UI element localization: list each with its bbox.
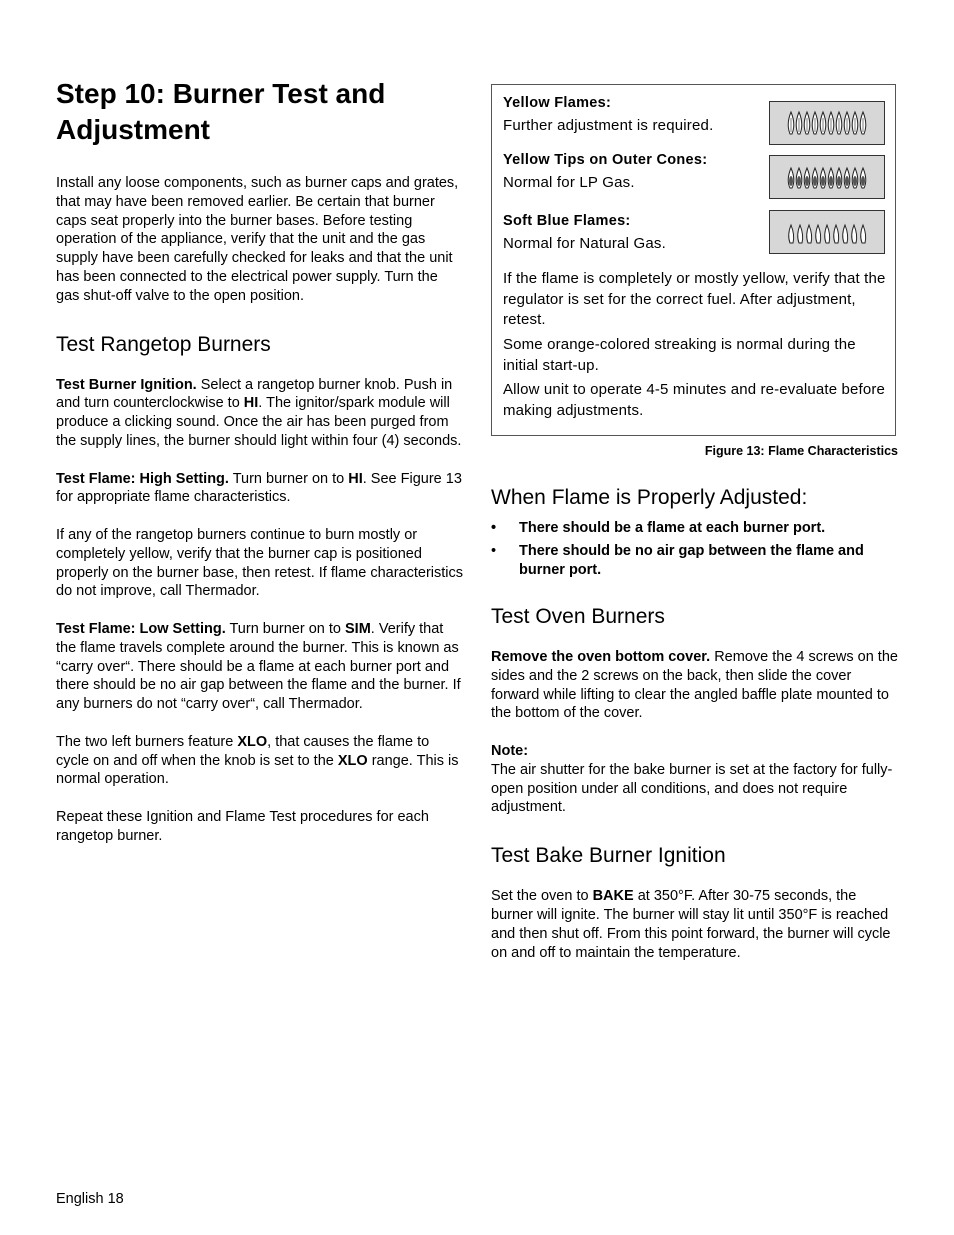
bake-text-1: Set the oven to bbox=[491, 888, 593, 905]
oven-heading: Test Oven Burners bbox=[491, 605, 665, 628]
adjusted-heading: When Flame is Properly Adjusted: bbox=[491, 486, 808, 509]
bullet-text: There should be no air gap between the flame and burner port. bbox=[519, 543, 864, 578]
figure-row-title: Soft Blue Flames: bbox=[503, 213, 631, 229]
figure-note-streaking: Some orange-colored streaking is normal during the initial start-up. bbox=[503, 336, 856, 374]
high-text-2: . See Figure 13 for appropriate flame characteristics. bbox=[56, 470, 462, 506]
high-text-1: Turn burner on to bbox=[228, 470, 349, 487]
figure-row-desc: Normal for LP Gas. bbox=[503, 174, 635, 191]
figure-row-desc: Normal for Natural Gas. bbox=[503, 235, 666, 252]
flame-icon bbox=[770, 211, 884, 253]
cover-paragraph bbox=[491, 648, 898, 723]
bake-paragraph bbox=[491, 887, 898, 962]
high-lead: Test Flame: High Setting. bbox=[56, 470, 229, 487]
figure-row-desc: Further adjustment is required. bbox=[503, 117, 714, 134]
xlo-bold-2: XLO bbox=[337, 752, 368, 769]
list-item bbox=[491, 519, 898, 538]
figure-row-yellow bbox=[503, 94, 763, 137]
page-footer: English 18 bbox=[56, 1191, 124, 1207]
ignition-paragraph bbox=[56, 376, 464, 451]
figure-caption: Figure 13: Flame Characteristics bbox=[704, 444, 898, 458]
high-setting-paragraph bbox=[56, 470, 464, 508]
intro-paragraph: Install any loose components, such as burner caps and grates, that may have been removed earlier. Be certain that burner caps seat properly into the burner bases. Before testing operation of the appliance, verify that the unit and the gas supply have been carefully checked for leaks and that the unit has been connected to the electrical power supply. Turn the gas shut-off valve to the open position. bbox=[56, 175, 459, 304]
figure-row-yellow-tips bbox=[503, 151, 763, 194]
yellow-paragraph: If any of the rangetop burners continue to burn mostly or completely yellow, verify that the burner cap is positioned properly on the burner base, then retest. If flame characteristics do not improve, call Thermador. bbox=[56, 526, 464, 600]
ignition-text-1: Select a rangetop burner knob. Push in and turn counterclockwise to bbox=[56, 376, 453, 412]
blue-flames-image bbox=[769, 210, 885, 254]
bullet-text: There should be a flame at each burner port. bbox=[519, 520, 826, 536]
high-hi: HI bbox=[348, 470, 363, 487]
figure-note-operate: Allow unit to operate 4-5 minutes and re-evaluate before making adjustments. bbox=[503, 381, 885, 419]
flame-characteristics-figure bbox=[491, 84, 896, 436]
figure-note-regulator: If the flame is completely or mostly yellow, verify that the regulator is set for the correct fuel. After adjustment, retest. bbox=[503, 270, 886, 328]
figure-row-title: Yellow Flames: bbox=[503, 95, 612, 111]
low-lead: Test Flame: Low Setting. bbox=[56, 620, 226, 637]
low-text-1: Turn burner on to bbox=[225, 620, 346, 637]
figure-row-title: Yellow Tips on Outer Cones: bbox=[503, 152, 708, 168]
xlo-text-3: range. This is normal operation. bbox=[56, 752, 459, 788]
adjusted-bullet-list bbox=[491, 519, 898, 580]
xlo-text-2: , that causes the flame to cycle on and off when the knob is set to the bbox=[56, 733, 430, 769]
note-label: Note: bbox=[491, 742, 529, 759]
yellow-flames-image bbox=[769, 101, 885, 145]
left-column bbox=[56, 76, 464, 864]
cover-lead: Remove the oven bottom cover. bbox=[491, 649, 711, 665]
xlo-bold-1: XLO bbox=[237, 733, 268, 750]
ignition-hi: HI bbox=[243, 395, 259, 412]
bake-heading: Test Bake Burner Ignition bbox=[491, 844, 726, 868]
page-title: Step 10: Burner Test and Adjustment bbox=[56, 78, 386, 145]
bake-text-2: at 350°F. After 30-75 seconds, the burner will ignite. The burner will stay lit until 350°F is reached and then shut off. From this point forward, the burner will cycle on and off to maintain the temperature. bbox=[491, 888, 891, 961]
xlo-paragraph bbox=[56, 733, 464, 789]
bake-bold: BAKE bbox=[592, 888, 634, 905]
note-paragraph bbox=[491, 742, 898, 817]
list-item bbox=[491, 542, 898, 580]
bullet-mark: • bbox=[491, 543, 497, 559]
flame-icon bbox=[770, 102, 884, 144]
ignition-text-2: . The ignitor/spark module will produce a clicking sound. Once the air has been purged from the supply lines, the burner should light within four (4) seconds. bbox=[56, 395, 462, 449]
right-column bbox=[491, 84, 898, 981]
low-setting-paragraph bbox=[56, 620, 464, 714]
low-sim: SIM bbox=[345, 620, 371, 637]
ignition-lead: Test Burner Ignition. bbox=[56, 376, 197, 393]
rangetop-heading: Test Rangetop Burners bbox=[56, 332, 271, 356]
bullet-mark: • bbox=[491, 520, 497, 536]
cover-text: Remove the 4 screws on the sides and the 2 screws on the back, then slide the cover forward while lifting to clear the angled baffle plate mounted to the bottom of the cover. bbox=[491, 649, 898, 722]
yellow-tips-image bbox=[769, 155, 885, 199]
note-text: The air shutter for the bake burner is set at the factory for fully-open position under all conditions, and does not require adjustment. bbox=[491, 761, 893, 816]
flame-icon bbox=[770, 156, 884, 198]
repeat-paragraph: Repeat these Ignition and Flame Test procedures for each rangetop burner. bbox=[56, 808, 429, 844]
low-text-2: . Verify that the flame travels complete around the burner. This is known as “carry over“. There should be a flame at each burner port and there should be no air gap between the flame and the burner. If any burners do not “carry over“, call Thermador. bbox=[56, 620, 461, 713]
xlo-text-1: The two left burners feature bbox=[56, 733, 238, 750]
figure-row-blue bbox=[503, 212, 763, 255]
